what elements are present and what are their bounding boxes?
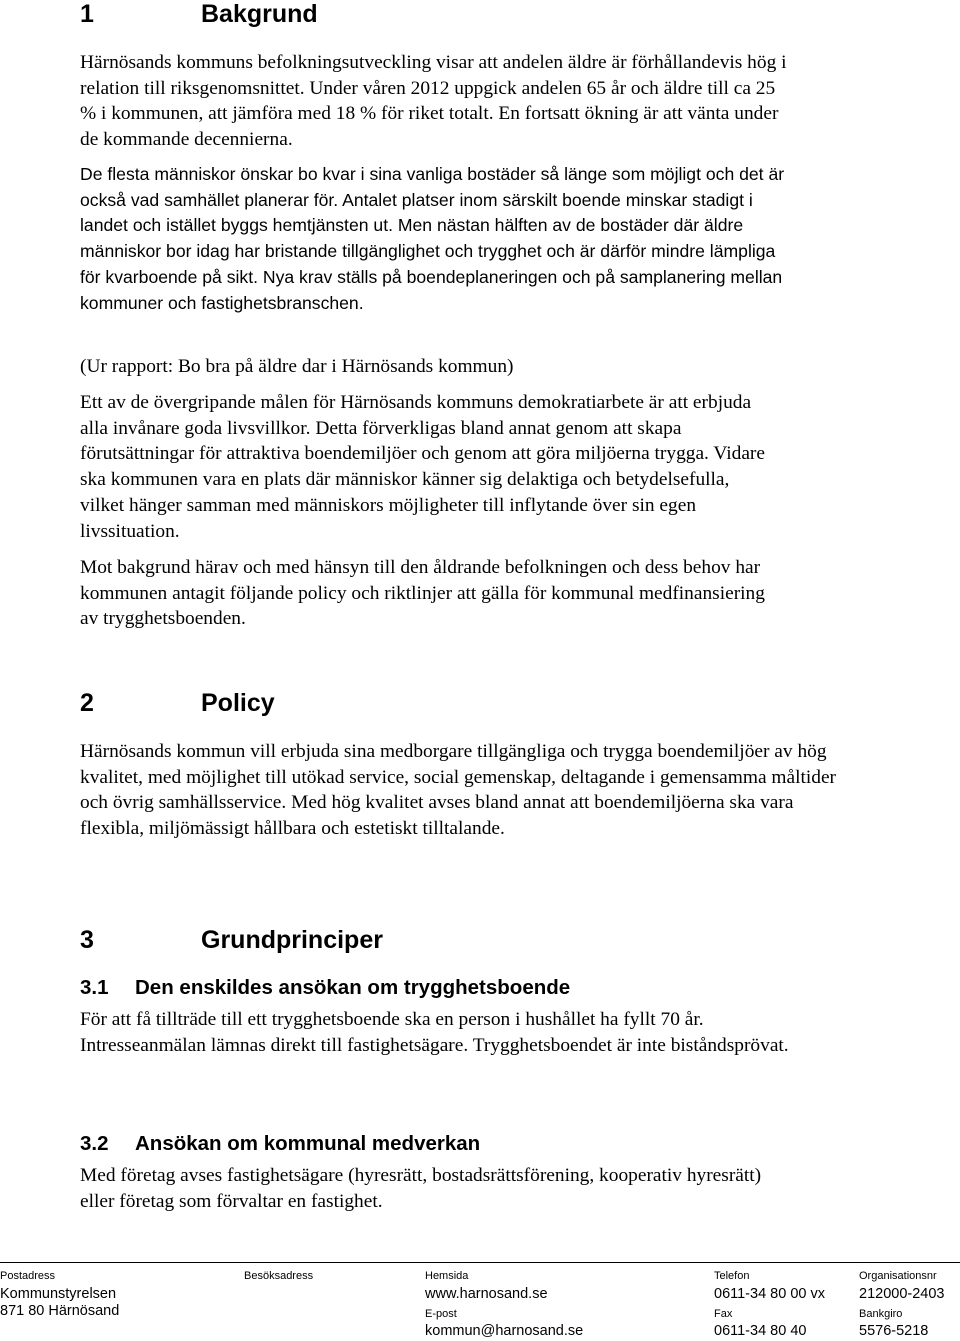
footer-label: E-post [425, 1308, 457, 1320]
footer-label: Postadress [0, 1270, 56, 1282]
footer-value: 5576-5218 [859, 1323, 929, 1339]
subsection-number: 3.2 [80, 1132, 109, 1155]
paragraph-policy-1: Härnösands kommun vill erbjuda sina medborgare tillgängliga och trygga boendemiljöer av hög kvalitet, med möjlighet till utökad service, social gemenskap, deltagande i gemensamma måltider och övrig samhällsservice. Med hög kvalitet avses bland annat att boendemiljöerna ska vara flexibla, miljömässigt hållbara och estetiskt tilltalande. [80, 741, 837, 840]
footer-label: Bankgiro [859, 1308, 903, 1320]
section-title: Policy [201, 689, 275, 717]
footer-value: 871 80 Härnösand [0, 1303, 120, 1319]
footer-value: 212000-2403 [859, 1286, 945, 1302]
footer-value: Kommunstyrelsen [0, 1286, 117, 1302]
section-title: Bakgrund [201, 0, 318, 28]
paragraph-3-1: För att få tillträde till ett trygghetsboende ska en person i hushållet ha fyllt 70 år. Intresseanmälan lämnas direkt till fastighetsägare. Trygghetsboendet är inte biståndsprövat. [80, 1009, 789, 1056]
paragraph-bakgrund-3: (Ur rapport: Bo bra på äldre dar i Härnösands kommun) [80, 356, 514, 377]
footer-website-link[interactable]: www.harnosand.se [425, 1286, 548, 1302]
section-number: 3 [80, 926, 94, 954]
paragraph-bakgrund-4: Ett av de övergripande målen för Härnösands kommuns demokratiarbete är att erbjuda alla invånare goda livsvillkor. Detta förverkligas bland annat genom att skapa förutsättningar för attraktiva boendemiljöer och genom att göra miljöerna trygga. Vidare ska kommunen vara en plats där människor känner sig delaktiga och betydelsefulla, vilket hänger samman med människors möjligheter till inflytande över sin egen livssituation. [80, 392, 765, 542]
section-number: 1 [80, 0, 94, 28]
footer-value: 0611-34 80 00 vx [714, 1286, 825, 1302]
footer-divider [0, 1262, 960, 1263]
section-title: Grundprinciper [201, 926, 383, 954]
section-number: 2 [80, 689, 94, 717]
subsection-title: Den enskildes ansökan om trygghetsboende [135, 976, 571, 999]
footer-value: 0611-34 80 40 [714, 1323, 807, 1339]
paragraph-3-2: Med företag avses fastighetsägare (hyresrätt, bostadsrättsförening, kooperativ hyresrätt) eller företag som förvaltar en fastighet. [80, 1165, 762, 1212]
subsection-title: Ansökan om kommunal medverkan [135, 1132, 481, 1155]
paragraph-bakgrund-5: Mot bakgrund härav och med hänsyn till den åldrande befolkningen och dess behov har kommunen antagit följande policy och riktlinjer att gälla för kommunal medfinansiering av trygghetsboenden. [80, 557, 765, 630]
paragraph-bakgrund-1: Härnösands kommuns befolkningsutveckling visar att andelen äldre är förhållandevis hög i relation till riksgenomsnittet. Under våren 2012 uppgick andelen 65 år och äldre till ca 25 % i kommunen, att jämföra med 18 % för riket totalt. En fortsatt ökning är att vänta under de kommande decennierna. [80, 52, 787, 151]
footer-email-link[interactable]: kommun@harnosand.se [425, 1323, 584, 1339]
footer-label: Hemsida [425, 1270, 469, 1282]
footer-label: Besöksadress [244, 1270, 314, 1282]
footer-label: Organisationsnr [859, 1270, 937, 1282]
subsection-number: 3.1 [80, 976, 109, 999]
footer-label: Telefon [714, 1270, 750, 1282]
footer-label: Fax [714, 1308, 733, 1320]
paragraph-bakgrund-2: De flesta människor önskar bo kvar i sina vanliga bostäder så länge som möjligt och det är också vad samhället planerar för. Antalet platser inom särskilt boende minskar stadigt i landet och istället byggs hemtjänsten ut. Men nästan hälften av de bostäder där äldre människor bor idag har bristande tillgänglighet och trygghet och är därför mindre lämpliga för kvarboende på sikt. Nya krav ställs på boendeplaneringen och på samplanering mellan kommuner och fastighetsbranschen. [80, 164, 785, 313]
